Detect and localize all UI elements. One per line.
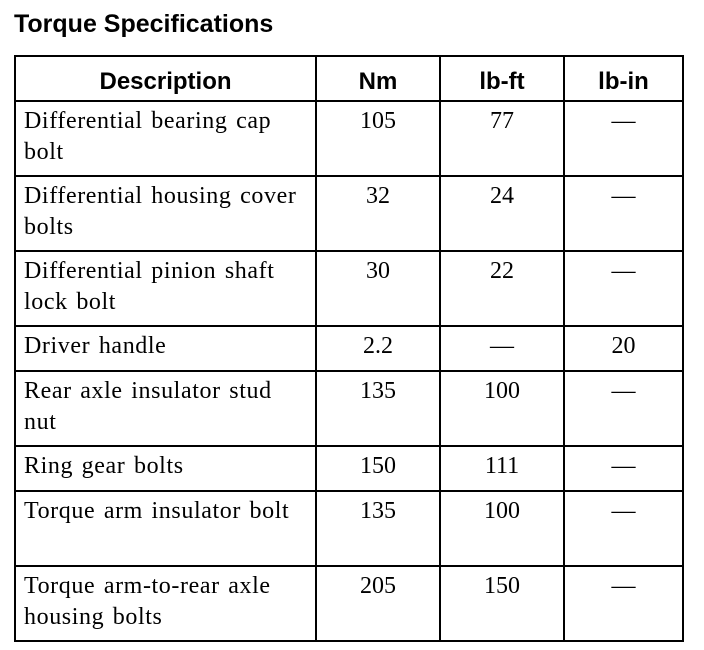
row-nm: 32 <box>316 176 440 251</box>
row-lb-ft: 22 <box>440 251 564 326</box>
header-nm: Nm <box>316 56 440 101</box>
row-description: Differential bearing cap bolt <box>15 101 316 176</box>
row-lb-in: — <box>564 176 683 251</box>
table-row <box>15 326 683 371</box>
row-lb-in: — <box>564 251 683 326</box>
header-description: Description <box>15 56 316 101</box>
row-description: Torque arm insulator bolt <box>15 491 316 566</box>
row-lb-in: — <box>564 491 683 566</box>
table-row <box>15 251 683 326</box>
table-row <box>15 491 683 566</box>
table-row <box>15 371 683 446</box>
row-lb-in: — <box>564 446 683 491</box>
row-nm: 30 <box>316 251 440 326</box>
table-row <box>15 566 683 641</box>
table-row <box>15 101 683 176</box>
row-description: Differential pinion shaft lock bolt <box>15 251 316 326</box>
row-lb-ft: 77 <box>440 101 564 176</box>
row-lb-ft: — <box>440 326 564 371</box>
row-description: Driver handle <box>15 326 316 371</box>
row-lb-in: 20 <box>564 326 683 371</box>
page-title: Torque Specifications <box>14 10 274 38</box>
row-nm: 135 <box>316 491 440 566</box>
row-description: Rear axle insulator stud nut <box>15 371 316 446</box>
row-lb-ft: 100 <box>440 491 564 566</box>
row-description: Torque arm-to-rear axle housing bolts <box>15 566 316 641</box>
row-lb-ft: 111 <box>440 446 564 491</box>
row-nm: 150 <box>316 446 440 491</box>
header-lb-ft: lb-ft <box>440 56 564 101</box>
row-nm: 105 <box>316 101 440 176</box>
table-row <box>15 446 683 491</box>
torque-spec-table <box>14 55 684 642</box>
row-lb-ft: 150 <box>440 566 564 641</box>
row-lb-in: — <box>564 101 683 176</box>
header-lb-in: lb-in <box>564 56 683 101</box>
row-nm: 205 <box>316 566 440 641</box>
table-row <box>15 176 683 251</box>
row-description: Ring gear bolts <box>15 446 316 491</box>
row-lb-ft: 24 <box>440 176 564 251</box>
row-lb-ft: 100 <box>440 371 564 446</box>
row-lb-in: — <box>564 566 683 641</box>
row-description: Differential housing cover bolts <box>15 176 316 251</box>
table-header-row <box>15 56 683 101</box>
row-lb-in: — <box>564 371 683 446</box>
row-nm: 2.2 <box>316 326 440 371</box>
row-nm: 135 <box>316 371 440 446</box>
